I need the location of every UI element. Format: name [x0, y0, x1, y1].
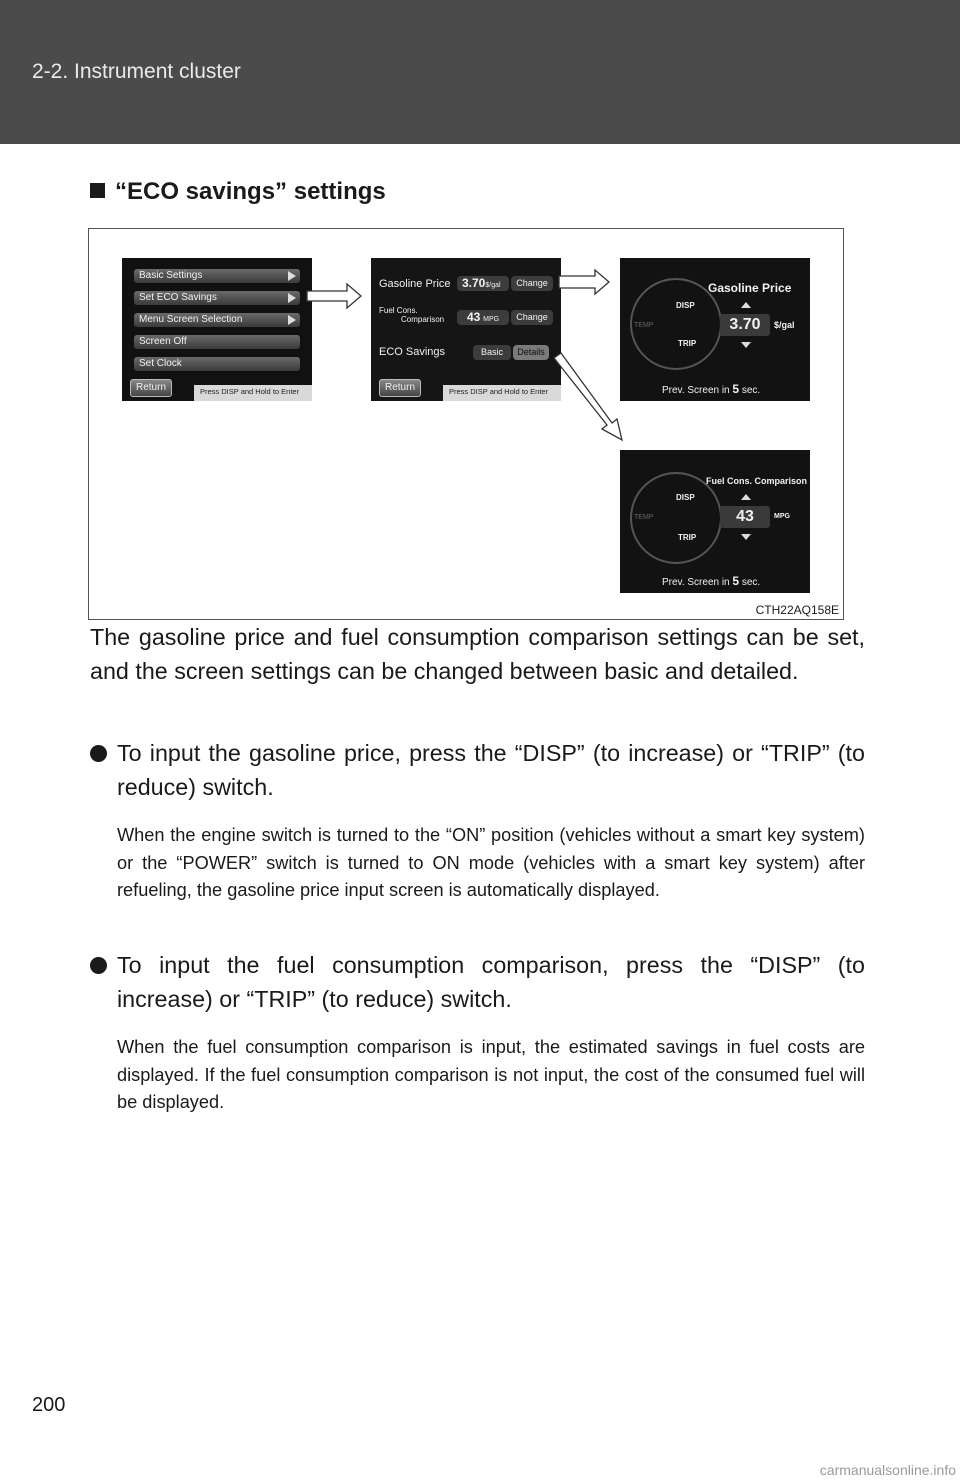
- bullet-text: To input the gasoline price, press the “DISP” (to increase) or “TRIP” (to reduce) switch.: [117, 740, 865, 800]
- arrow-down-right-icon: [554, 353, 622, 440]
- bullet-icon: [90, 745, 107, 762]
- change-button: Change: [511, 276, 553, 291]
- bullet-text: To input the fuel consumption comparison, press the “DISP” (to increase) or “TRIP” (to reduce) switch.: [117, 952, 865, 1012]
- section-title: [90, 178, 386, 206]
- trip-label: TRIP: [678, 339, 697, 348]
- return-button: Return: [130, 379, 172, 397]
- trip-label: TRIP: [678, 533, 697, 542]
- gas-value-box: 3.70: [720, 314, 770, 336]
- disp-label: DISP: [676, 493, 695, 502]
- bullet-icon: [90, 957, 107, 974]
- menu-item: Set ECO Savings: [134, 291, 300, 305]
- arrow-right-icon: [307, 284, 361, 308]
- bullet-item: [90, 948, 865, 1016]
- fuel-label-line1: Fuel Cons.: [379, 306, 418, 315]
- gas-value: 3.70: [462, 276, 486, 290]
- bullet-item: [90, 736, 865, 804]
- basic-button: Basic: [473, 345, 511, 360]
- menu-item: Basic Settings: [134, 269, 300, 283]
- fuel-value-box: 43: [720, 506, 770, 528]
- section-title-text: “ECO savings” settings: [115, 178, 386, 205]
- details-button: Details: [513, 345, 549, 360]
- temp-label: TEMP: [634, 514, 654, 521]
- gas-unit: $/gal: [485, 282, 501, 289]
- fuel-label-line2: Comparison: [401, 315, 445, 324]
- return-button: Return: [379, 379, 421, 397]
- page-header: [0, 0, 960, 144]
- disp-label: DISP: [676, 301, 695, 310]
- figure: [88, 228, 844, 620]
- change-button: Change: [511, 310, 553, 325]
- menu-item: Set Clock: [134, 357, 300, 371]
- hint-bar: Press DISP and Hold to Enter: [194, 385, 312, 401]
- page-number: 200: [32, 1394, 66, 1416]
- section-header: 2-2. Instrument cluster: [32, 60, 241, 83]
- gas-unit: $/gal: [774, 320, 795, 330]
- fuel-value: 43: [467, 310, 481, 324]
- gas-price-label: Gasoline Price: [379, 278, 451, 290]
- figure-code: CTH22AQ158E: [755, 603, 839, 617]
- fuel-unit: MPG: [483, 316, 500, 323]
- temp-label: TEMP: [634, 322, 654, 329]
- gas-title: Gasoline Price: [708, 281, 792, 295]
- eco-savings-label: ECO Savings: [379, 346, 446, 358]
- watermark: carmanualsonline.info: [819, 1462, 956, 1478]
- fuel-unit: MPG: [774, 513, 790, 520]
- prev-screen-footer: Prev. Screen in 5 sec.: [662, 382, 761, 396]
- hint-bar: Press DISP and Hold to Enter: [443, 385, 561, 401]
- menu-item: Menu Screen Selection: [134, 313, 300, 327]
- prev-screen-footer: Prev. Screen in 5 sec.: [662, 574, 761, 588]
- menu-item: Screen Off: [134, 335, 300, 349]
- flow-arrows: [89, 229, 844, 620]
- note-paragraph: When the fuel consumption comparison is input, the estimated savings in fuel costs are displayed. If the fuel consumption comparison is not input, the cost of the consumed fuel will be displayed.: [117, 1037, 865, 1112]
- arrow-right-icon: [559, 270, 609, 294]
- intro-paragraph: The gasoline price and fuel consumption comparison settings can be set, and the screen settings can be changed between basic and detailed.: [90, 624, 865, 684]
- square-bullet-icon: [90, 183, 105, 198]
- fuel-title: Fuel Cons. Comparison: [706, 476, 808, 486]
- note-paragraph: When the engine switch is turned to the “ON” position (vehicles without a smart key system) or the “POWER” switch is turned to ON mode (vehicles with a smart key system) after refueling, the gasoline price input screen is automatically displayed.: [117, 825, 865, 900]
